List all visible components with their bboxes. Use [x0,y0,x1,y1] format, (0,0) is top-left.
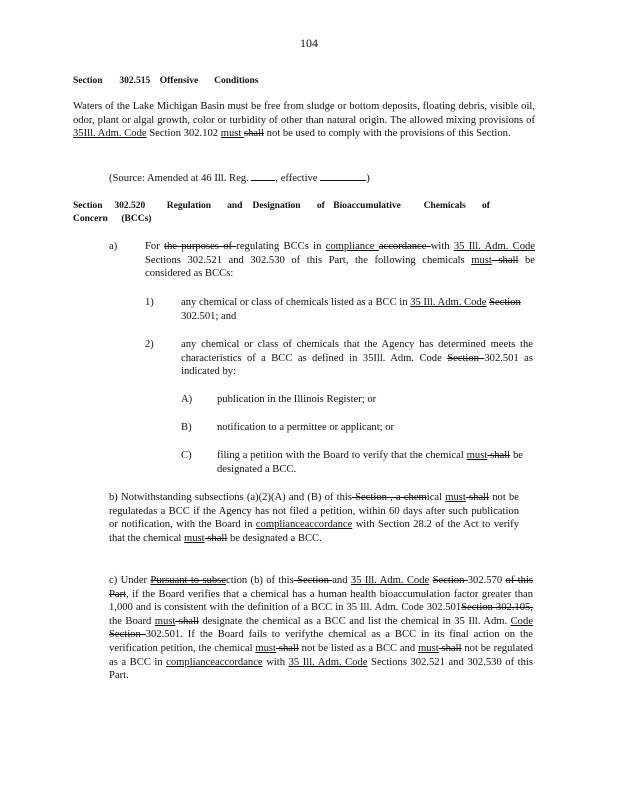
deleted-text: shall [175,615,199,627]
heading-section-id: 302.520 [114,201,146,211]
inserted-text: complianceaccordance [166,656,263,668]
inserted-text: must [220,128,244,140]
subsection-c-text [109,574,533,683]
text-run: ical [426,492,446,503]
item-A-label: A) [181,394,193,405]
blank-line [320,171,366,181]
text-run: any chemical or class of chemicals listed as a BCC in [181,297,411,308]
inserted-text: 35 Ill. Adm. Code [288,656,368,668]
inserted-text: complianceaccordance [255,519,353,531]
heading-word: Offensive [159,76,199,86]
item-A-text: publication in the Illinois Register; or [217,394,377,405]
text-run: ) [366,173,370,184]
text-run: Sections 302.521 and 302.530 of this Part. [109,656,533,682]
deleted-text: Section [489,297,521,308]
inserted-text: must [255,642,276,654]
inserted-text: 35 Ill. Adm. Code [410,297,487,308]
inserted-deleted-text: Pursuant to subse [150,575,226,586]
deleted-text: of this Part [109,575,534,600]
subsection-c-label: c) [109,575,118,586]
heading-word: of [482,201,490,211]
deleted-text: shall [491,254,519,266]
deleted-text: shall [275,642,299,654]
text-run: Waters of the Lake Michigan Basin must be free from sludge or bottom deposits, floating debris, visible oil, odor, plant or algal growth, color or turbidity of other than natural origin. The allowed mixing provisions of [73,101,535,126]
text-run: not be regulatedas a BCC if the Agency has not filed a petition, within 60 days after such publication or notification, with the Board in [109,492,519,531]
item-1-label: 1) [145,297,154,308]
text-run: designate the chemical as a BCC and list the chemical in 35 Ill. Adm. [198,615,511,627]
text-run: with Section 28.2 of the Act to verify that the chemical [109,519,519,544]
deleted-text: shall [244,128,265,140]
inserted-text: 35 Ill. Adm. Code [350,575,430,586]
text-run: , effective [275,173,321,184]
text-run: any chemical or class of chemicals that the Agency has determined meets the characteristics of a BCC as defined in 35Ill. Adm. Code [181,339,533,364]
item-C-label: C) [181,450,192,461]
text-run: Under [117,575,151,586]
text-run: For [145,241,165,252]
heading-word: Concern [73,214,108,224]
heading-word: Conditions [214,76,259,86]
text-run: be considered as BCCs: [145,254,535,280]
text-run: Section 302.102 [146,128,221,140]
text-run: 302.501; and [181,310,237,322]
heading-word: Regulation [166,201,212,211]
heading-word: and [227,201,243,211]
deleted-text: Section [432,575,468,586]
deleted-text: Section [293,575,333,586]
text-run: 302.570 [467,575,506,586]
text-run: (Source: Amended at 46 Ill. Reg. [109,173,252,184]
text-run: 302.501 as indicated by: [181,352,533,378]
subsection-b-label: b) [109,492,118,503]
heading-word: Bioaccumulative [333,201,401,211]
item-2-label: 2) [145,339,154,350]
inserted-text: 35Ill. Adm. Code [73,128,147,140]
item-B-text: notification to a permittee or applicant; or [217,422,395,433]
text-run: be designated a BCC. [227,532,322,544]
deleted-text: Section 302.105, [461,602,533,614]
inserted-text: must [471,254,492,266]
text-run: with [262,656,289,668]
inserted-text: 35 Ill. Adm. Code [453,241,535,252]
section-515-paragraph [73,100,535,141]
text-run: not be used to comply with the provisions of this Section. [264,128,511,140]
section-520-heading [73,200,553,226]
inserted-text: Code [510,615,533,627]
item-B-label: B) [181,422,192,433]
heading-word: Chemicals [423,201,466,211]
inserted-text: must [154,615,176,627]
text-run: 302.501. If the Board fails to verifythe chemical as a BCC in its final action on the verification petition, the chemical [109,629,533,654]
subsection-a-label: a) [109,241,118,252]
text-run: the Board [109,615,155,627]
section-515-heading [73,75,553,88]
inserted-text: must [445,492,466,503]
deleted-text: the purposes of [164,241,237,252]
heading-word: Section [73,201,103,211]
text-run: with [430,241,454,252]
page-number: 104 [300,36,318,50]
text-run: not be listed as a BCC and [298,642,419,654]
subsection-a-text [145,240,535,281]
deleted-text: Section [109,629,146,641]
deleted-text: Section [447,352,485,364]
text-run: filing a petition with the Board to verify that the chemical [217,450,467,461]
inserted-text: must [184,532,205,544]
heading-section-id: 302.515 [119,76,151,86]
deleted-text: shall [438,642,462,654]
text-run: regulating BCCs in [236,241,326,252]
text-run: Sections 302.521 and 302.530 of this Part, the following chemicals [145,254,472,266]
heading-word: of [316,201,325,211]
item-2-text [181,338,533,379]
blank-line [251,171,275,181]
deleted-text: shall [487,450,511,461]
inserted-text: compliance [325,241,379,252]
inserted-text: must [418,642,439,654]
heading-word: Designation [252,201,301,211]
item-C-text [217,449,523,476]
deleted-text: Section , a chem [351,492,427,503]
text-run: not be regulated as a BCC in [109,642,533,668]
text-run: be designated a BCC. [217,450,523,475]
text-run: Notwithstanding subsections (a)(2)(A) and (B) of this [117,492,352,503]
source-note [109,171,509,186]
text-run: ction (b) of this [226,575,294,586]
inserted-text: must [466,450,488,461]
heading-word: Section [73,76,103,86]
subsection-b-text [109,491,519,545]
item-1-text [181,296,521,323]
deleted-text: shall [204,532,228,544]
heading-word: (BCCs) [121,214,152,224]
text-run: and [332,575,351,586]
deleted-text: shall [465,492,490,503]
text-run: , if the Board verifies that a chemical has a human health bioaccumulation factor greater than 1,000 and is consistent with the definition of a BCC in 35 Ill. Adm. Code 302.501 [109,588,533,614]
deleted-text: accordance [378,241,431,252]
